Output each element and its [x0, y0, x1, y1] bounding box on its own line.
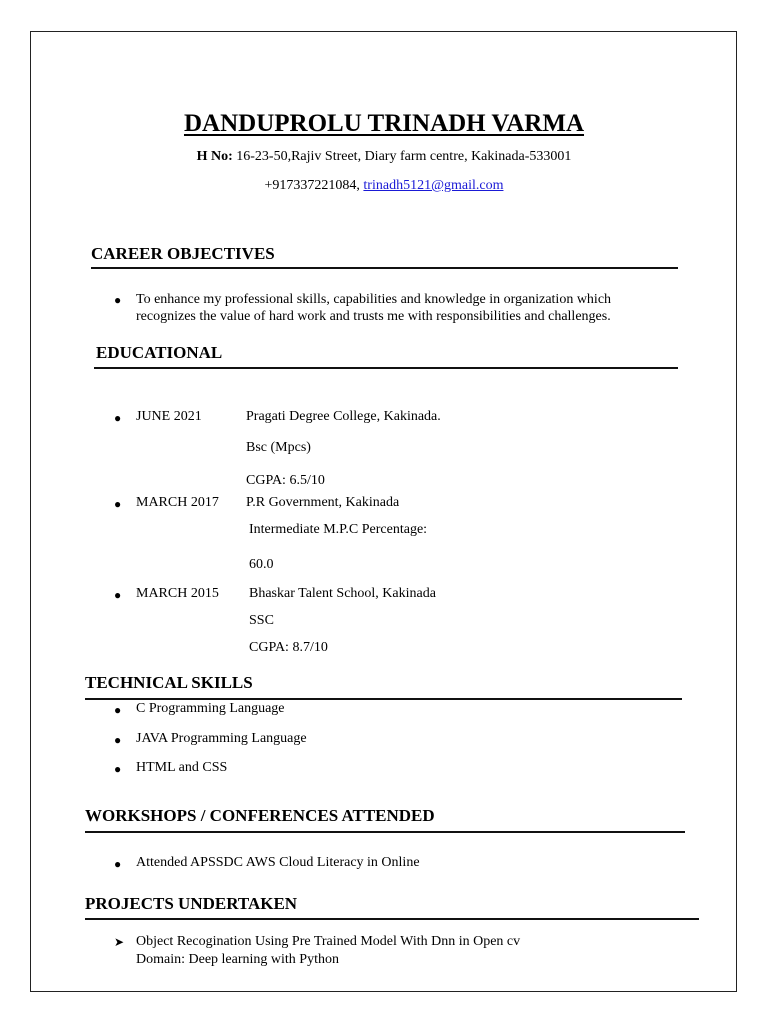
bullet-icon: ● — [114, 857, 122, 871]
bullet-icon: ● — [114, 497, 122, 511]
objective-line-2: recognizes the value of hard work and trusts me with responsibilities and challenges. — [136, 309, 611, 324]
technical-skills-heading: TECHNICAL SKILLS — [85, 673, 253, 692]
candidate-name: DANDUPROLU TRINADH VARMA — [183, 110, 585, 137]
page-border — [30, 31, 737, 992]
address-text: 16-23-50,Rajiv Street, Diary farm centre, Kakinada-533001 — [232, 149, 572, 164]
bullet-icon: ● — [114, 411, 122, 425]
education-institution: Bhaskar Talent School, Kakinada — [249, 586, 436, 601]
projects-heading: PROJECTS UNDERTAKEN — [85, 894, 298, 913]
education-degree: Intermediate M.P.C Percentage: — [249, 522, 428, 537]
education-date: MARCH 2017 — [136, 495, 219, 510]
career-objectives-rule — [91, 267, 678, 269]
education-score: CGPA: 8.7/10 — [249, 640, 328, 655]
skill-item: HTML and CSS — [136, 760, 228, 775]
education-score: 60.0 — [249, 557, 274, 572]
objective-line-1: To enhance my professional skills, capabilities and knowledge in organization which — [136, 292, 612, 307]
workshop-item: Attended APSSDC AWS Cloud Literacy in Online — [136, 855, 420, 870]
education-score: CGPA: 6.5/10 — [246, 473, 325, 488]
education-rule — [94, 367, 678, 369]
bullet-icon: ● — [114, 588, 122, 602]
workshops-heading: WORKSHOPS / CONFERENCES ATTENDED — [85, 806, 435, 825]
education-institution: Pragati Degree College, Kakinada. — [246, 409, 441, 424]
bullet-icon: ● — [114, 733, 122, 747]
education-date: MARCH 2015 — [136, 586, 219, 601]
project-domain: Domain: Deep learning with Python — [136, 952, 339, 967]
phone-number: +917337221084, — [264, 178, 364, 193]
career-objectives-heading: CAREER OBJECTIVES — [91, 244, 275, 263]
project-title: Object Recogination Using Pre Trained Model With Dnn in Open cv — [136, 934, 521, 949]
bullet-icon: ● — [114, 762, 122, 776]
bullet-icon: ● — [114, 703, 122, 717]
workshops-rule — [85, 831, 685, 833]
education-heading: EDUCATIONAL — [96, 343, 223, 362]
education-date: JUNE 2021 — [136, 409, 202, 424]
skill-item: JAVA Programming Language — [136, 731, 307, 746]
technical-skills-rule — [85, 698, 682, 700]
email-link[interactable]: trinadh5121@gmail.com — [363, 178, 504, 193]
address-line — [0, 149, 768, 165]
education-institution: P.R Government, Kakinada — [246, 495, 400, 510]
skill-item: C Programming Language — [136, 701, 285, 716]
projects-rule — [85, 918, 699, 920]
address-label: H No: — [196, 149, 233, 164]
contact-line — [0, 178, 768, 194]
education-degree: SSC — [249, 613, 274, 628]
education-degree: Bsc (Mpcs) — [246, 440, 311, 455]
bullet-icon: ● — [114, 293, 122, 307]
arrow-bullet-icon: ➤ — [114, 935, 125, 949]
